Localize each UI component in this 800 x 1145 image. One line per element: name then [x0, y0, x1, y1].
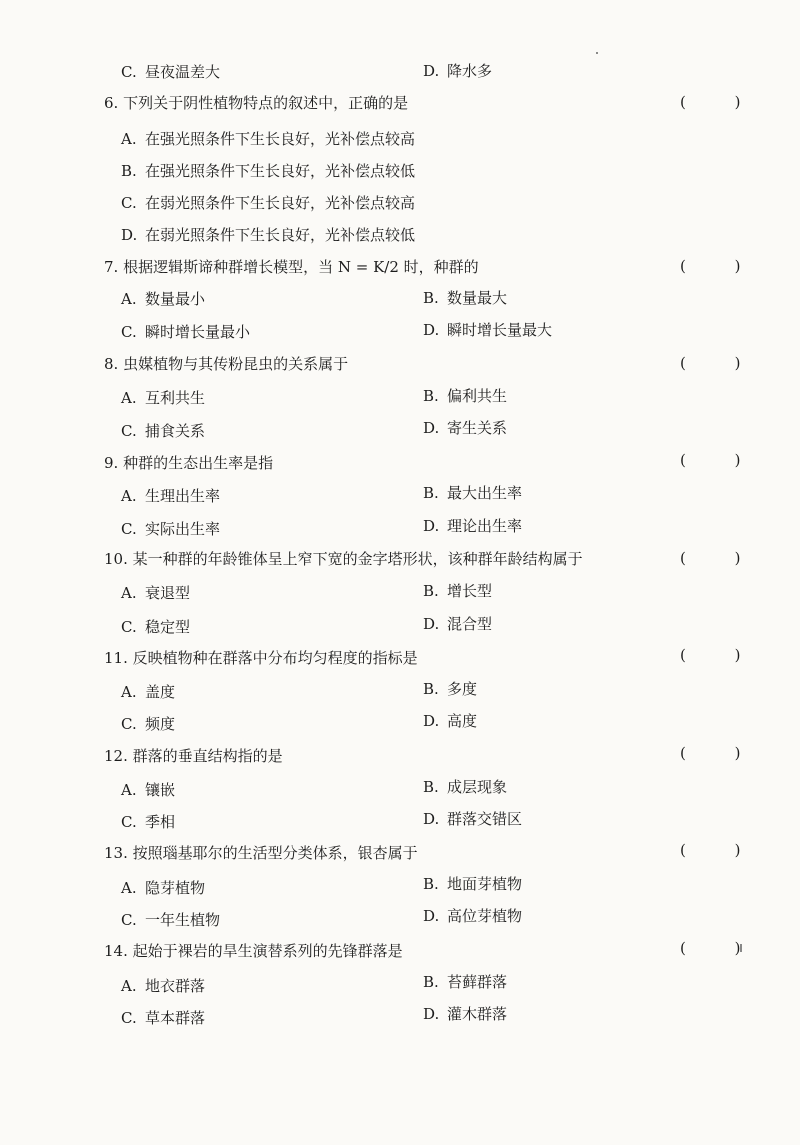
option-text: 地衣群落	[145, 977, 206, 995]
question-12-stem: 12. 群落的垂直结构指的是	[104, 747, 283, 765]
option-text: 在强光照条件下生长良好，光补偿点较高	[145, 130, 416, 148]
answer-blank: ( )	[680, 549, 763, 567]
option-letter: C.	[121, 618, 137, 636]
option-d	[423, 516, 522, 536]
option-text: 生理出生率	[145, 487, 221, 505]
question-8-stem: 8. 虫媒植物与其传粉昆虫的关系属于	[104, 355, 349, 373]
option-letter: D.	[423, 810, 440, 828]
option-text: 在强光照条件下生长良好，光补偿点较低	[145, 162, 416, 180]
answer-blank: ( )	[680, 257, 763, 275]
option-text: 群落交错区	[447, 810, 523, 828]
option-b	[423, 483, 522, 503]
option-a	[121, 682, 175, 702]
option-letter: D.	[423, 62, 440, 80]
option-d	[423, 711, 477, 731]
option-text: 高位芽植物	[447, 907, 523, 925]
option-text: 成层现象	[447, 778, 508, 796]
option-letter: A.	[121, 879, 137, 897]
option-text: 盖度	[145, 683, 176, 701]
option-b	[121, 161, 415, 181]
option-a	[121, 129, 415, 149]
option-text: 多度	[447, 680, 478, 698]
option-a	[121, 486, 220, 506]
option-b	[423, 581, 492, 601]
option-text: 苔藓群落	[447, 973, 508, 991]
option-d	[423, 614, 492, 634]
option-c	[121, 1008, 205, 1028]
option-a	[121, 976, 205, 996]
option-letter: C.	[121, 422, 137, 440]
option-d	[423, 809, 522, 829]
option-letter: B.	[423, 582, 439, 600]
option-text: 一年生植物	[145, 911, 221, 929]
option-text: 在弱光照条件下生长良好，光补偿点较低	[145, 226, 416, 244]
option-a	[121, 289, 205, 309]
option-text: 增长型	[447, 582, 493, 600]
question-11-stem: 11. 反映植物种在群落中分布均匀程度的指标是	[104, 649, 418, 667]
option-letter: B.	[423, 289, 439, 307]
question-7-stem: 7. 根据逻辑斯谛种群增长模型，当 N = K/2 时，种群的	[104, 258, 479, 276]
option-letter: D.	[423, 321, 440, 339]
option-letter: C.	[121, 1009, 137, 1027]
option-letter: C.	[121, 323, 137, 341]
option-letter: C.	[121, 520, 137, 538]
answer-blank: ( )	[680, 451, 763, 469]
option-b	[423, 386, 507, 406]
question-6-stem: 6. 下列关于阴性植物特点的叙述中，正确的是	[104, 94, 409, 112]
option-b	[423, 288, 507, 308]
option-letter: C.	[121, 63, 137, 81]
option-letter: B.	[423, 387, 439, 405]
option-letter: D.	[423, 1005, 440, 1023]
question-9-stem: 9. 种群的生态出生率是指	[104, 454, 274, 472]
option-text: 稳定型	[145, 618, 191, 636]
option-letter: D.	[423, 712, 440, 730]
option-a	[121, 780, 175, 800]
option-letter: C.	[121, 715, 137, 733]
option-letter: A.	[121, 683, 137, 701]
option-letter: D.	[121, 226, 138, 244]
option-letter: C.	[121, 911, 137, 929]
option-text: 频度	[145, 715, 176, 733]
option-letter: D.	[423, 907, 440, 925]
answer-blank: ( )	[680, 939, 763, 957]
option-text: 捕食关系	[145, 422, 206, 440]
option-text: 镶嵌	[145, 781, 176, 799]
option-text: 互利共生	[145, 389, 206, 407]
option-letter: B.	[423, 973, 439, 991]
option-b	[423, 874, 522, 894]
option-letter: A.	[121, 781, 137, 799]
option-letter: A.	[121, 290, 137, 308]
option-c	[121, 62, 220, 82]
option-letter: D.	[423, 615, 440, 633]
option-text: 地面芽植物	[447, 875, 523, 893]
answer-blank: ( )	[680, 354, 763, 372]
option-c	[121, 519, 220, 539]
option-c	[121, 193, 415, 213]
option-d	[423, 906, 522, 926]
option-c	[121, 421, 205, 441]
option-b	[423, 679, 477, 699]
option-text: 数量最大	[447, 289, 508, 307]
option-letter: A.	[121, 584, 137, 602]
scan-speck	[596, 52, 598, 54]
option-letter: A.	[121, 130, 137, 148]
option-c	[121, 910, 220, 930]
option-a	[121, 583, 190, 603]
option-letter: C.	[121, 813, 137, 831]
option-c	[121, 812, 175, 832]
option-text: 瞬时增长量最小	[145, 323, 251, 341]
option-letter: B.	[423, 484, 439, 502]
option-text: 在弱光照条件下生长良好，光补偿点较高	[145, 194, 416, 212]
option-letter: B.	[423, 778, 439, 796]
option-b	[423, 777, 507, 797]
option-text: 高度	[447, 712, 478, 730]
option-letter: C.	[121, 194, 137, 212]
option-d	[423, 320, 552, 340]
option-text: 隐芽植物	[145, 879, 206, 897]
option-a	[121, 388, 205, 408]
question-10-stem: 10. 某一种群的年龄锥体呈上窄下宽的金字塔形状，该种群年龄结构属于	[104, 550, 583, 568]
option-text: 灌木群落	[447, 1005, 508, 1023]
option-text: 季相	[145, 813, 176, 831]
option-letter: B.	[423, 875, 439, 893]
option-text: 草本群落	[145, 1009, 206, 1027]
option-text: 实际出生率	[145, 520, 221, 538]
option-c	[121, 714, 175, 734]
option-d	[423, 1004, 507, 1024]
option-b	[423, 972, 507, 992]
option-letter: D.	[423, 419, 440, 437]
option-letter: D.	[423, 517, 440, 535]
option-text: 偏利共生	[447, 387, 508, 405]
option-text: 寄生关系	[447, 419, 508, 437]
option-d	[423, 418, 507, 438]
option-text: 理论出生率	[447, 517, 523, 535]
answer-blank: ( )	[680, 744, 763, 762]
option-letter: B.	[423, 680, 439, 698]
option-d	[423, 61, 492, 81]
answer-blank: ( )	[680, 93, 763, 111]
option-text: 最大出生率	[447, 484, 523, 502]
option-text: 瞬时增长量最大	[447, 321, 553, 339]
option-d	[121, 225, 415, 245]
option-c	[121, 617, 190, 637]
option-text: 昼夜温差大	[145, 63, 221, 81]
option-text: 混合型	[447, 615, 493, 633]
option-letter: A.	[121, 487, 137, 505]
option-a	[121, 878, 205, 898]
option-letter: A.	[121, 389, 137, 407]
option-c	[121, 322, 250, 342]
question-13-stem: 13. 按照瑙基耶尔的生活型分类体系，银杏属于	[104, 844, 418, 862]
option-text: 数量最小	[145, 290, 206, 308]
option-text: 衰退型	[145, 584, 191, 602]
answer-blank: ( )	[680, 841, 763, 859]
option-text: 降水多	[447, 62, 493, 80]
question-14-stem: 14. 起始于裸岩的旱生演替系列的先锋群落是	[104, 942, 403, 960]
option-letter: B.	[121, 162, 137, 180]
option-letter: A.	[121, 977, 137, 995]
answer-blank: ( )	[680, 646, 763, 664]
